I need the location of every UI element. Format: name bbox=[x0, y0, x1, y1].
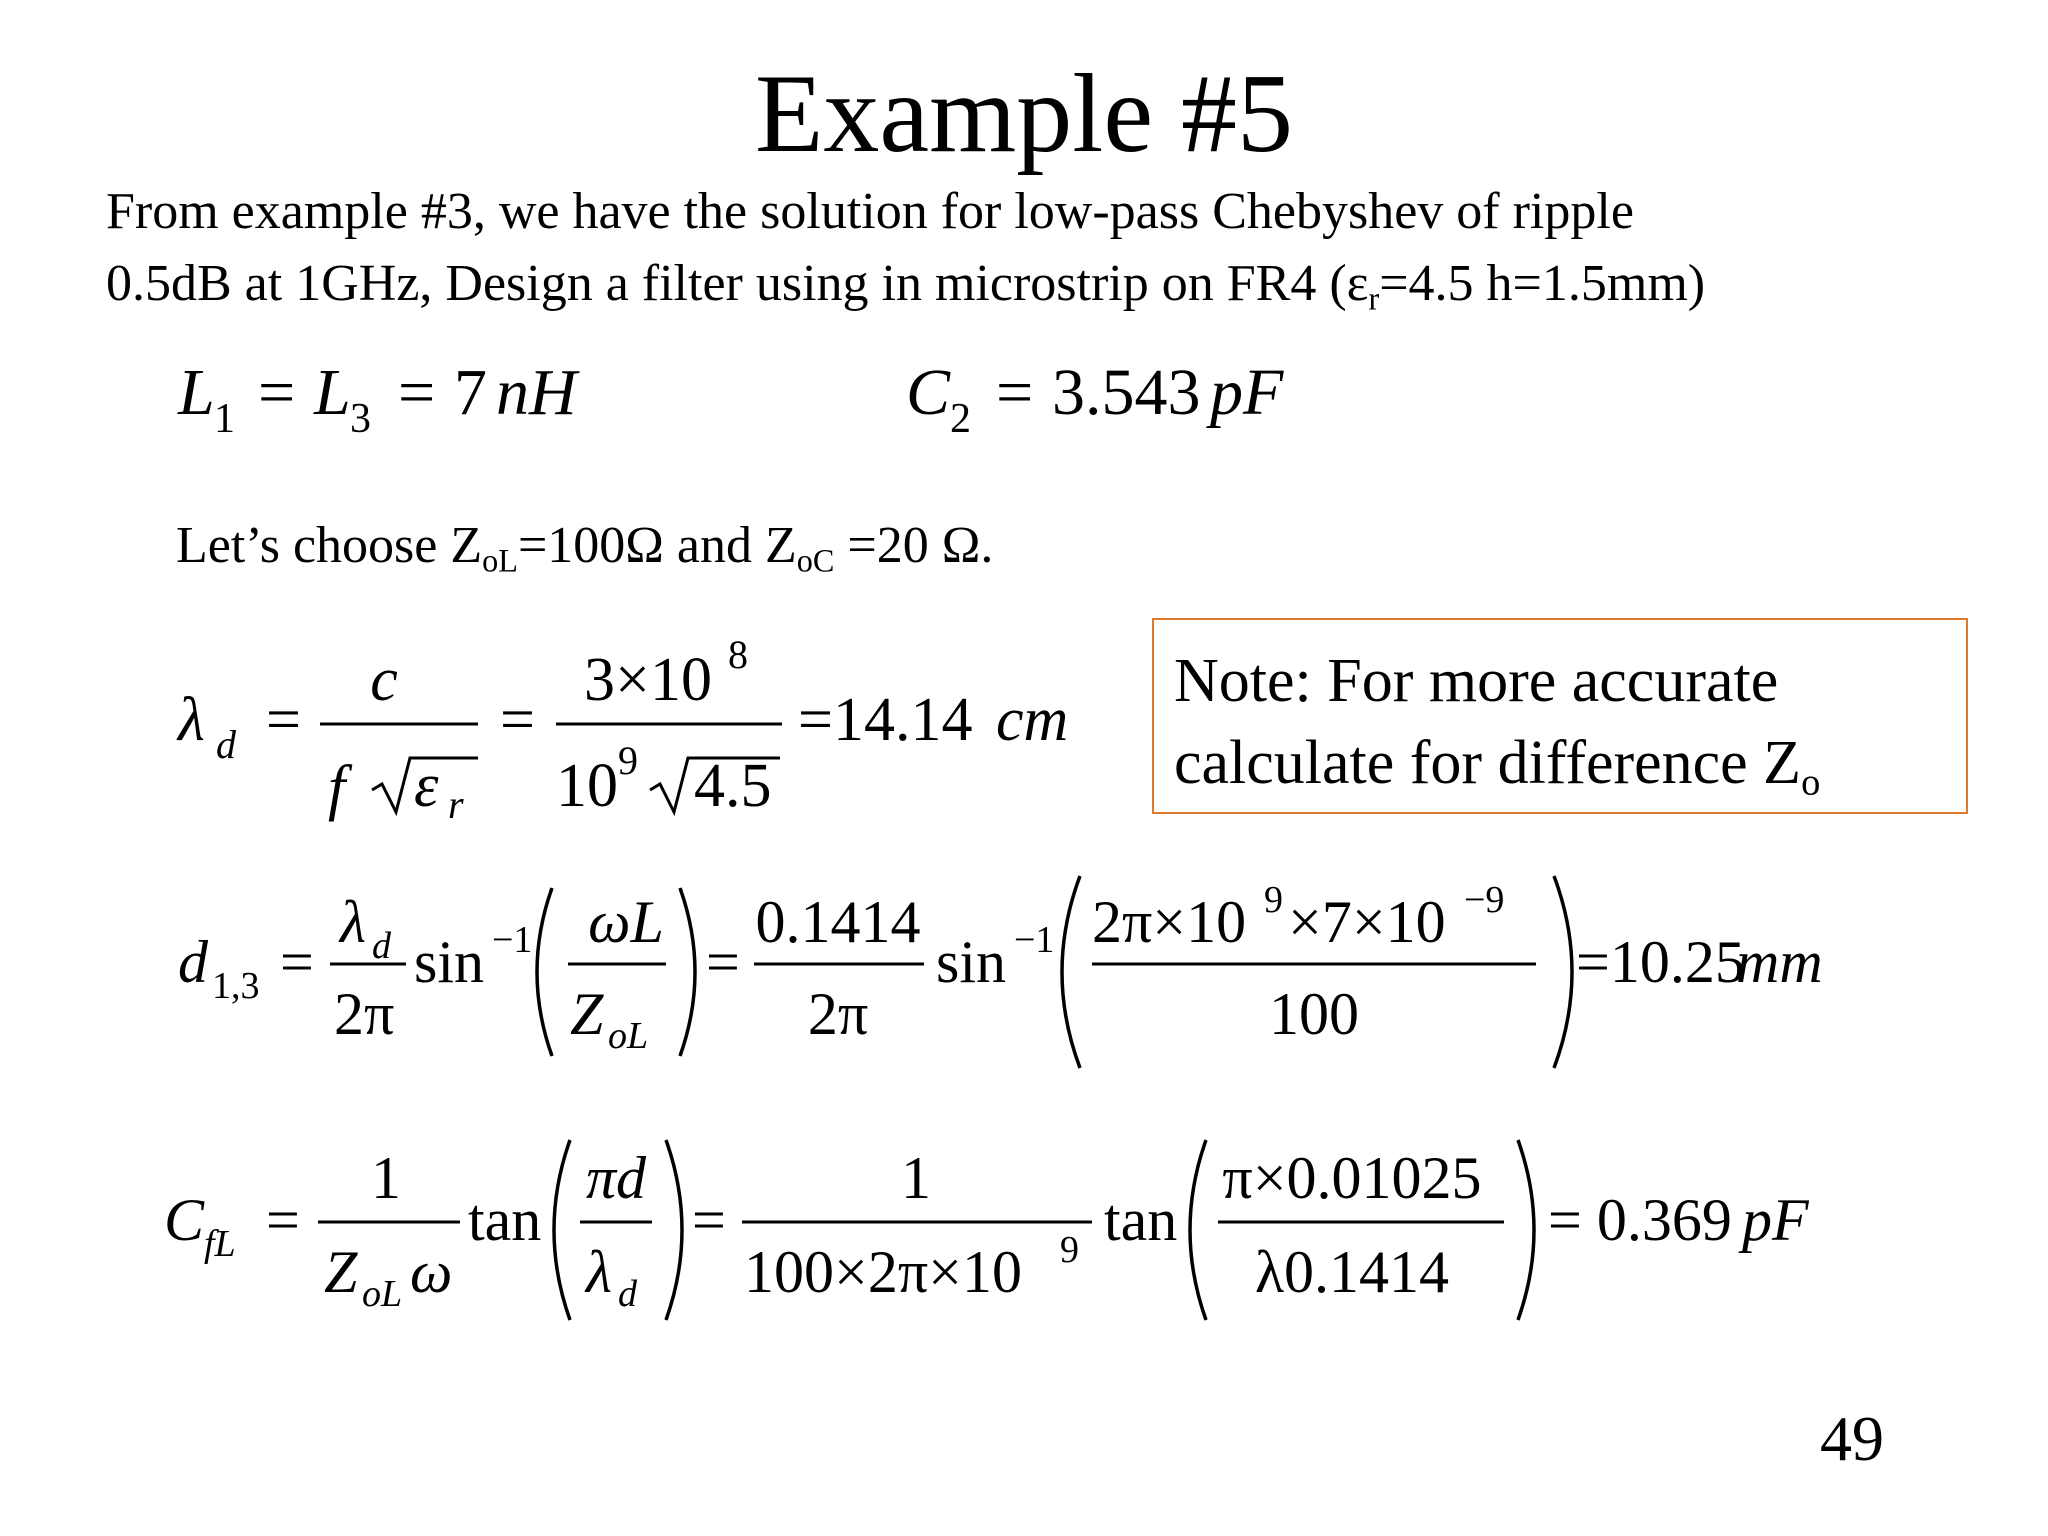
cfl-arg-den: λ bbox=[586, 1239, 612, 1305]
svg-text:=: = bbox=[258, 356, 296, 429]
note-line-1: Note: For more accurate bbox=[1174, 647, 1779, 715]
cfl-result: = 0.369 bbox=[1548, 1187, 1732, 1253]
cfl-result-unit: pF bbox=[1742, 1187, 1809, 1253]
d13-frac1-num: λ bbox=[340, 889, 366, 955]
lambda-result-unit: cm bbox=[996, 686, 1069, 754]
lambda-num1: c bbox=[370, 646, 398, 714]
lambda-den2-rad: 4.5 bbox=[694, 752, 772, 820]
cfl-frac2-den-exp: 9 bbox=[1060, 1229, 1079, 1271]
equation-capacitor bbox=[906, 356, 1284, 442]
d13-arg2-exp2: −9 bbox=[1464, 879, 1505, 921]
eq1-l1-sub: 1 bbox=[214, 396, 235, 442]
intro-line-1: From example #3, we have the solution for low-pass Chebyshev of ripple bbox=[106, 183, 1634, 240]
d13-arg-den-sub: oL bbox=[608, 1015, 649, 1057]
note-line-2-text: calculate for difference Z bbox=[1174, 729, 1802, 797]
d13-arg2-num-b: ×7×10 bbox=[1288, 889, 1446, 955]
svg-text:=: = bbox=[266, 1187, 300, 1253]
eq1-l1: L bbox=[178, 356, 215, 429]
lambda-den1-f: f bbox=[328, 754, 346, 822]
eq1-value: 7 bbox=[454, 356, 487, 429]
d13-fn-exp: −1 bbox=[492, 919, 533, 961]
d13-arg-num: ωL bbox=[588, 889, 664, 955]
equation-lambda-d bbox=[176, 632, 1068, 827]
d13-arg2-den: 100 bbox=[1269, 981, 1359, 1047]
cfl-arg-den-sub: d bbox=[618, 1273, 637, 1315]
d13-fn-exp-2: −1 bbox=[1014, 919, 1055, 961]
d13-fn: sin bbox=[414, 929, 485, 995]
lambda-lhs: λ bbox=[178, 686, 205, 754]
choice-c: =20 Ω. bbox=[834, 517, 994, 574]
cfl-frac1-den-sub: oL bbox=[362, 1273, 403, 1315]
eq1-l3-sub: 3 bbox=[350, 396, 371, 442]
svg-text:=: = bbox=[398, 356, 436, 429]
cfl-frac1-num: 1 bbox=[371, 1145, 401, 1211]
eq2-c-sub: 2 bbox=[950, 396, 971, 442]
slide-title: Example #5 bbox=[754, 52, 1294, 176]
cfl-lhs: C bbox=[164, 1187, 205, 1253]
d13-frac1-den: 2π bbox=[334, 981, 395, 1047]
d13-arg-den: Z bbox=[570, 981, 604, 1047]
cfl-arg2-den: λ0.1414 bbox=[1254, 1239, 1450, 1305]
eq1-unit: nH bbox=[496, 356, 577, 429]
cfl-frac1-den: Z bbox=[324, 1239, 358, 1305]
svg-text:=: = bbox=[280, 929, 314, 995]
d13-frac2-den: 2π bbox=[807, 981, 869, 1047]
svg-text:=: = bbox=[266, 686, 301, 754]
choice-b: =100Ω and Z bbox=[517, 517, 797, 574]
choice-a: Let’s choose Z bbox=[176, 517, 483, 574]
svg-text:=: = bbox=[996, 356, 1034, 429]
eq1-l3: L bbox=[314, 356, 351, 429]
d13-frac2-num: 0.1414 bbox=[755, 889, 921, 955]
lambda-result: =14.14 bbox=[798, 686, 973, 754]
cfl-frac2-den-a: 100×2π×10 bbox=[744, 1239, 1022, 1305]
lambda-num2-exp: 8 bbox=[728, 632, 748, 677]
cfl-fn-2: tan bbox=[1104, 1187, 1178, 1253]
intro-line-2-a: 0.5dB at 1GHz, Design a filter using in microstrip on FR4 (ε bbox=[106, 255, 1369, 312]
d13-lhs-sub: 1,3 bbox=[212, 965, 260, 1007]
cfl-fn: tan bbox=[468, 1187, 542, 1253]
eq2-unit: pF bbox=[1210, 356, 1284, 429]
d13-result-unit: mm bbox=[1736, 929, 1823, 995]
page-number: 49 bbox=[1820, 1403, 1884, 1474]
lambda-den2-base: 10 bbox=[556, 752, 618, 820]
d13-result: =10.25 bbox=[1576, 929, 1745, 995]
eq2-c: C bbox=[906, 356, 951, 429]
lambda-den1-eps-sub: r bbox=[448, 782, 464, 827]
d13-frac1-num-sub: d bbox=[372, 925, 391, 967]
d13-lhs: d bbox=[178, 929, 208, 995]
lambda-num2: 3×10 bbox=[584, 646, 712, 714]
note-line-2-sub: o bbox=[1801, 761, 1821, 804]
svg-text:=: = bbox=[500, 686, 535, 754]
choice-sub-2: oC bbox=[796, 542, 835, 579]
cfl-arg2-num: π×0.01025 bbox=[1222, 1145, 1482, 1211]
equation-d13 bbox=[178, 876, 1823, 1068]
intro-line-2-b: =4.5 h=1.5mm) bbox=[1379, 255, 1706, 312]
lambda-den2-exp: 9 bbox=[618, 738, 638, 783]
equation-cfl bbox=[164, 1140, 1810, 1320]
cfl-lhs-sub: fL bbox=[204, 1223, 236, 1265]
d13-fn-2: sin bbox=[936, 929, 1007, 995]
eq2-value: 3.543 bbox=[1052, 356, 1201, 429]
svg-text:=: = bbox=[692, 1187, 726, 1253]
svg-text:=: = bbox=[706, 929, 740, 995]
lambda-lhs-sub: d bbox=[216, 722, 236, 767]
cfl-frac2-num: 1 bbox=[901, 1145, 931, 1211]
intro-line-2-sub: r bbox=[1368, 280, 1380, 317]
d13-arg2-num-a: 2π×10 bbox=[1092, 889, 1247, 955]
d13-arg2-exp1: 9 bbox=[1264, 879, 1283, 921]
cfl-arg-num: πd bbox=[585, 1145, 647, 1211]
equation-inductors bbox=[177, 356, 580, 442]
lambda-den1-eps: ε bbox=[414, 752, 439, 820]
cfl-frac1-den-omega: ω bbox=[410, 1239, 453, 1305]
choice-sub-1: oL bbox=[482, 542, 518, 579]
